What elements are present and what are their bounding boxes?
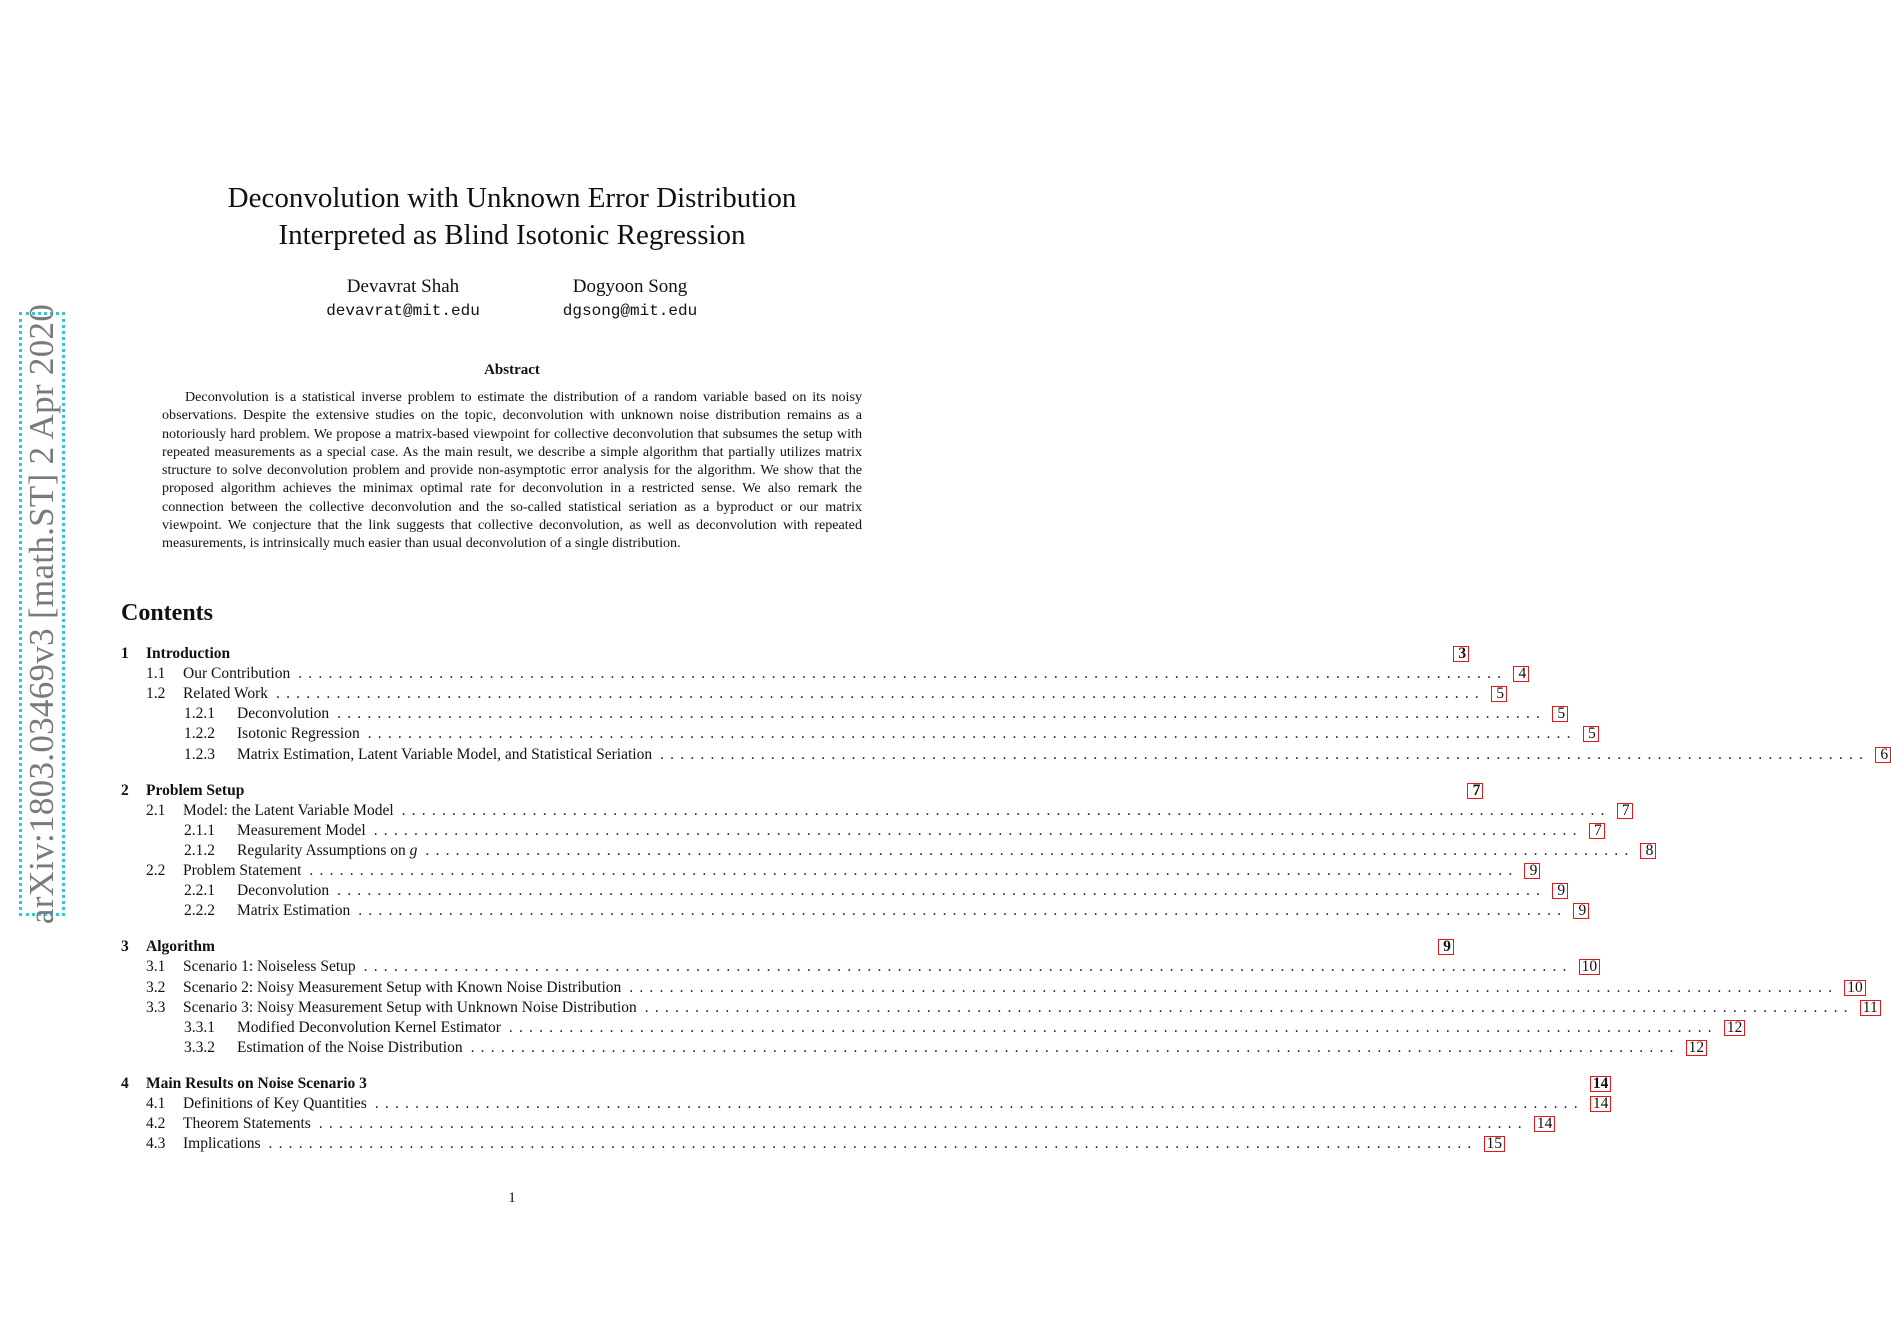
author-email[interactable]: devavrat@mit.edu	[326, 302, 480, 320]
author-email[interactable]: dgsong@mit.edu	[562, 302, 698, 320]
toc-section[interactable]	[121, 937, 1451, 957]
toc-leader-dots: ........................................................................................................................	[268, 1135, 1478, 1153]
toc-page-link[interactable]: 9	[1552, 883, 1568, 899]
toc-title[interactable]: Scenario 1: Noiseless Setup	[183, 957, 360, 977]
toc-leader-dots: ........................................................................................................................	[276, 685, 1485, 703]
toc-subsection[interactable]	[121, 901, 1587, 921]
toc-title[interactable]: Deconvolution	[237, 881, 333, 901]
toc-subsection[interactable]	[121, 1038, 1705, 1058]
toc-title[interactable]: Estimation of the Noise Distribution	[237, 1038, 467, 1058]
toc-subsection[interactable]	[121, 841, 1654, 861]
toc-number: 3.3	[146, 998, 166, 1016]
toc-number: 2.2.1	[184, 882, 215, 900]
toc-section[interactable]	[121, 644, 1467, 664]
toc-number: 3.3.1	[184, 1018, 215, 1036]
toc-page-link[interactable]: 11	[1860, 1000, 1881, 1016]
toc-number: 1.2	[146, 685, 166, 703]
toc-title[interactable]: Model: the Latent Variable Model	[183, 801, 398, 821]
toc-page-link[interactable]: 5	[1491, 686, 1507, 702]
toc-page-link[interactable]: 12	[1686, 1040, 1708, 1056]
toc-title[interactable]: Isotonic Regression	[237, 724, 364, 744]
toc-title[interactable]: Deconvolution	[237, 704, 333, 724]
toc-leader-dots: ........................................................................................................................	[374, 1095, 1584, 1112]
toc-subsection[interactable]	[121, 704, 1566, 724]
toc-subsection[interactable]	[121, 1094, 1609, 1114]
toc-title[interactable]: Main Results on Noise Scenario 3	[146, 1074, 371, 1094]
toc-number: 4.1	[146, 1095, 166, 1112]
toc-section[interactable]	[121, 781, 1481, 801]
toc-number: 4.3	[146, 1135, 166, 1153]
toc-page-link[interactable]: 5	[1583, 726, 1599, 742]
toc-number: 4.2	[146, 1115, 166, 1133]
toc-page-link[interactable]: 14	[1590, 1076, 1612, 1092]
arxiv-stamp	[19, 303, 65, 925]
toc-number: 1.2.1	[184, 705, 215, 723]
toc-page-link[interactable]: 14	[1534, 1116, 1556, 1132]
toc-title[interactable]: Regularity Assumptions on g	[237, 841, 421, 861]
toc-number: 1	[121, 645, 129, 662]
toc-number: 1.2.2	[184, 725, 215, 743]
toc-title[interactable]: Definitions of Key Quantities	[183, 1094, 371, 1114]
toc-title[interactable]: Measurement Model	[237, 821, 370, 841]
toc-leader-dots: ........................................................................................................................	[337, 882, 1547, 900]
toc-leader-dots: ........................................................................................................................	[425, 841, 1635, 859]
toc-title[interactable]: Matrix Estimation	[237, 901, 354, 921]
toc-page-link[interactable]: 15	[1484, 1136, 1506, 1152]
toc-leader-dots: ........................................................................................................................	[363, 958, 1573, 976]
toc-leader-dots: ........................................................................................................................	[470, 1038, 1680, 1056]
toc-title[interactable]: Modified Deconvolution Kernel Estimator	[237, 1018, 505, 1038]
toc-leader-dots: ........................................................................................................................	[660, 745, 1870, 763]
toc-subsection[interactable]	[121, 684, 1504, 704]
author-name: Dogyoon Song	[572, 276, 688, 297]
toc-page-link[interactable]: 7	[1617, 803, 1633, 819]
toc-page-link[interactable]: 9	[1524, 863, 1540, 879]
toc-section[interactable]	[121, 1074, 1609, 1094]
toc-leader-dots: ........................................................................................................................	[373, 821, 1583, 839]
toc-title[interactable]: Matrix Estimation, Latent Variable Model, and Statistical Seriation	[237, 745, 656, 765]
toc-subsection[interactable]	[121, 1114, 1553, 1134]
toc-subsection[interactable]	[121, 998, 1878, 1018]
toc-title[interactable]: Scenario 2: Noisy Measurement Setup with Known Noise Distribution	[183, 978, 625, 998]
toc-number: 2.2.2	[184, 902, 215, 920]
toc-leader-dots: ........................................................................................................................	[298, 665, 1508, 683]
toc-page-link[interactable]: 7	[1589, 823, 1605, 839]
toc-subsection[interactable]	[121, 745, 1889, 765]
toc-number: 2.1	[146, 801, 166, 819]
toc-number: 3.1	[146, 958, 166, 976]
toc-number: 3.3.2	[184, 1038, 215, 1056]
toc-number: 4	[121, 1074, 129, 1092]
toc-leader-dots: ........................................................................................................................	[358, 902, 1568, 920]
toc-title[interactable]: Problem Statement	[183, 861, 305, 881]
toc-number: 2.2	[146, 862, 166, 879]
arxiv-stamp-text: arXiv:1803.03469v3 [math.ST] 2 Apr 2020	[22, 303, 61, 925]
toc-subsection[interactable]	[121, 881, 1566, 901]
title-line-1: Deconvolution with Unknown Error Distribution	[227, 182, 797, 214]
author-name: Devavrat Shah	[346, 276, 460, 297]
contents-heading: Contents	[121, 600, 214, 626]
page-number: 1	[508, 1190, 516, 1206]
toc-subsection[interactable]	[121, 957, 1598, 977]
toc-title[interactable]: Implications	[183, 1134, 265, 1154]
toc-subsection[interactable]	[121, 821, 1602, 841]
toc-page-link[interactable]: 10	[1844, 980, 1866, 996]
toc-number: 3.2	[146, 978, 166, 996]
toc-subsection[interactable]	[121, 861, 1538, 881]
toc-leader-dots: ........................................................................................................................	[367, 725, 1577, 743]
toc-subsection[interactable]	[121, 801, 1630, 821]
toc-page-link[interactable]: 8	[1640, 843, 1656, 859]
abstract-heading: Abstract	[484, 362, 540, 378]
abstract-text: Deconvolution is a statistical inverse problem to estimate the distribution of a random variable based on its noisy observations. Despite the extensive studies on the topic, deconvolution with unknown noise distribution remains as a notoriously hard problem. We propose a matrix-based viewpoint for collective deconvolution that subsumes the setup with repeated measurements as a special case. As the main result, we describe a simple algorithm that partially utilizes matrix structure to solve deconvolution problem and provide non-asymptotic error analysis for the algorithm. We show that the proposed algorithm achieves the minimax optimal rate for deconvolution in a restricted sense. We also remark the connection between the collective deconvolution and the so-called statistical seriation as a byproduct or our matrix viewpoint. We conjecture that the link suggests that collective deconvolution, as well as deconvolution with repeated measurements, is intrinsically much easier than usual deconvolution of a single distribution.	[162, 389, 862, 552]
toc-number: 1.1	[146, 665, 166, 683]
toc-leader-dots: ........................................................................................................................	[644, 998, 1854, 1016]
toc-leader-dots: ........................................................................................................................	[309, 862, 1519, 879]
toc-page-link[interactable]: 9	[1438, 939, 1454, 955]
toc-title[interactable]: Algorithm	[146, 937, 219, 957]
toc-page-link[interactable]: 4	[1513, 666, 1529, 682]
toc-subsection[interactable]	[121, 1134, 1502, 1154]
toc-subsection[interactable]	[121, 1018, 1743, 1038]
toc-subsection[interactable]	[121, 978, 1863, 998]
title-line-2: Interpreted as Blind Isotonic Regression	[278, 219, 746, 251]
toc-subsection[interactable]	[121, 664, 1527, 684]
toc-title[interactable]: Problem Setup	[146, 781, 248, 801]
toc-page-link[interactable]: 6	[1875, 747, 1891, 763]
toc-title[interactable]: Our Contribution	[183, 664, 294, 684]
toc-leader-dots: ........................................................................................................................	[401, 801, 1611, 819]
toc-page-link[interactable]: 10	[1579, 959, 1601, 975]
toc-number: 1.2.3	[184, 745, 215, 763]
toc-number: 2.1.2	[184, 841, 215, 859]
toc-page-link[interactable]: 14	[1590, 1096, 1612, 1112]
toc-subsection[interactable]	[121, 724, 1596, 744]
toc-page-link[interactable]: 5	[1552, 706, 1568, 722]
toc-leader-dots: ........................................................................................................................	[318, 1115, 1528, 1133]
toc-page-link[interactable]: 9	[1573, 903, 1589, 919]
toc-leader-dots: ........................................................................................................................	[629, 978, 1839, 996]
author-block	[283, 276, 523, 324]
toc-number: 3	[121, 938, 129, 956]
toc-number: 2	[121, 781, 129, 799]
toc-title[interactable]: Theorem Statements	[183, 1114, 315, 1134]
toc-title[interactable]: Related Work	[183, 684, 272, 704]
author-block	[510, 276, 750, 324]
toc-page-link[interactable]: 7	[1467, 783, 1483, 799]
toc-leader-dots: ........................................................................................................................	[337, 705, 1547, 723]
toc-title[interactable]: Scenario 3: Noisy Measurement Setup with Unknown Noise Distribution	[183, 998, 641, 1018]
toc-number: 2.1.1	[184, 821, 215, 839]
toc-page-link[interactable]: 3	[1453, 646, 1469, 662]
toc-leader-dots: ........................................................................................................................	[508, 1018, 1718, 1036]
toc-page-link[interactable]: 12	[1724, 1020, 1746, 1036]
paper-title	[0, 180, 1024, 254]
toc-title[interactable]: Introduction	[146, 644, 234, 664]
